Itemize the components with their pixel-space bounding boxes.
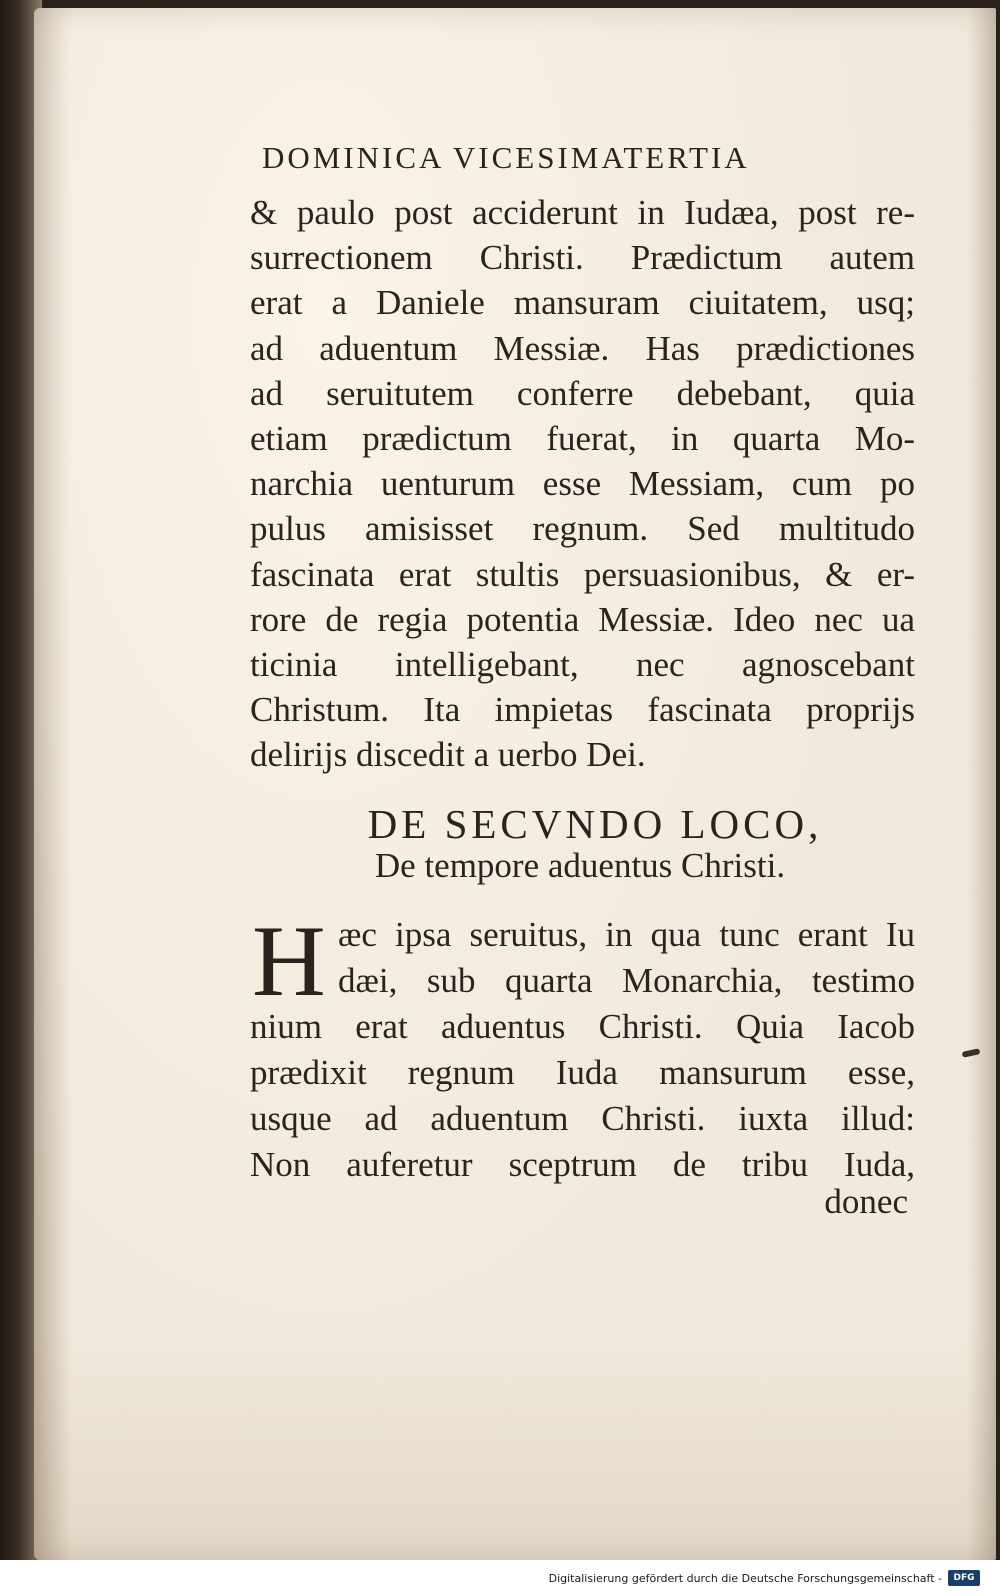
text-line: rore de regia potentia Messiæ. Ideo nec ua [250,599,915,639]
text-line: surrectionem Christi. Prædictum autem [250,238,915,278]
text-line: ad seruitutem conferre debebant, quia [250,373,915,413]
text-line: usque ad aduentum Christi. iuxta illud: [250,1099,915,1138]
footer-credit: Digitalisierung gefördert durch die Deutsche Forschungsgemeinschaft - [548,1572,942,1585]
paragraph-1 [250,190,915,778]
text-line: ad aduentum Messiæ. Has prædictiones [250,328,915,368]
paragraph-2 [250,905,915,1188]
text-line: nium erat aduentus Christi. Quia Iacob [250,1007,915,1046]
text-line: dæi, sub quarta Monarchia, testimo [338,961,915,1000]
text-line: fascinata erat stultis persuasionibus, & er- [250,554,915,594]
text-line: Non auferetur sceptrum de tribu Iuda, [250,1145,915,1184]
text-line: prædixit regnum Iuda mansurum esse, [250,1053,915,1092]
text-line: pulus amisisset regnum. Sed multitudo [250,509,915,549]
text-line: erat a Daniele mansuram ciuitatem, usq; [250,283,915,323]
text-line: Christum. Ita impietas fascinata proprijs [250,690,915,730]
text-line: etiam prædictum fuerat, in quarta Mo- [250,419,915,459]
text-line: ticinia intelligebant, nec agnoscebant [250,645,915,685]
catchword: donec [824,1182,908,1221]
drop-cap-initial: H [252,905,326,1018]
section-title: DE SECVNDO LOCO, [367,801,823,847]
text-line: & paulo post acciderunt in Iudæa, post re- [250,193,915,232]
dfg-logo-icon: DFG [948,1570,980,1586]
section-subtitle: De tempore aduentus Christi. [374,846,786,885]
text-line: narchia uenturum esse Messiam, cum po [250,464,915,504]
text-line: æc ipsa seruitus, in qua tunc erant Iu [338,915,915,954]
text-line: delirijs discedit a uerbo Dei. [250,735,646,775]
running-head: DOMINICA VICESIMATERTIA [262,140,750,175]
